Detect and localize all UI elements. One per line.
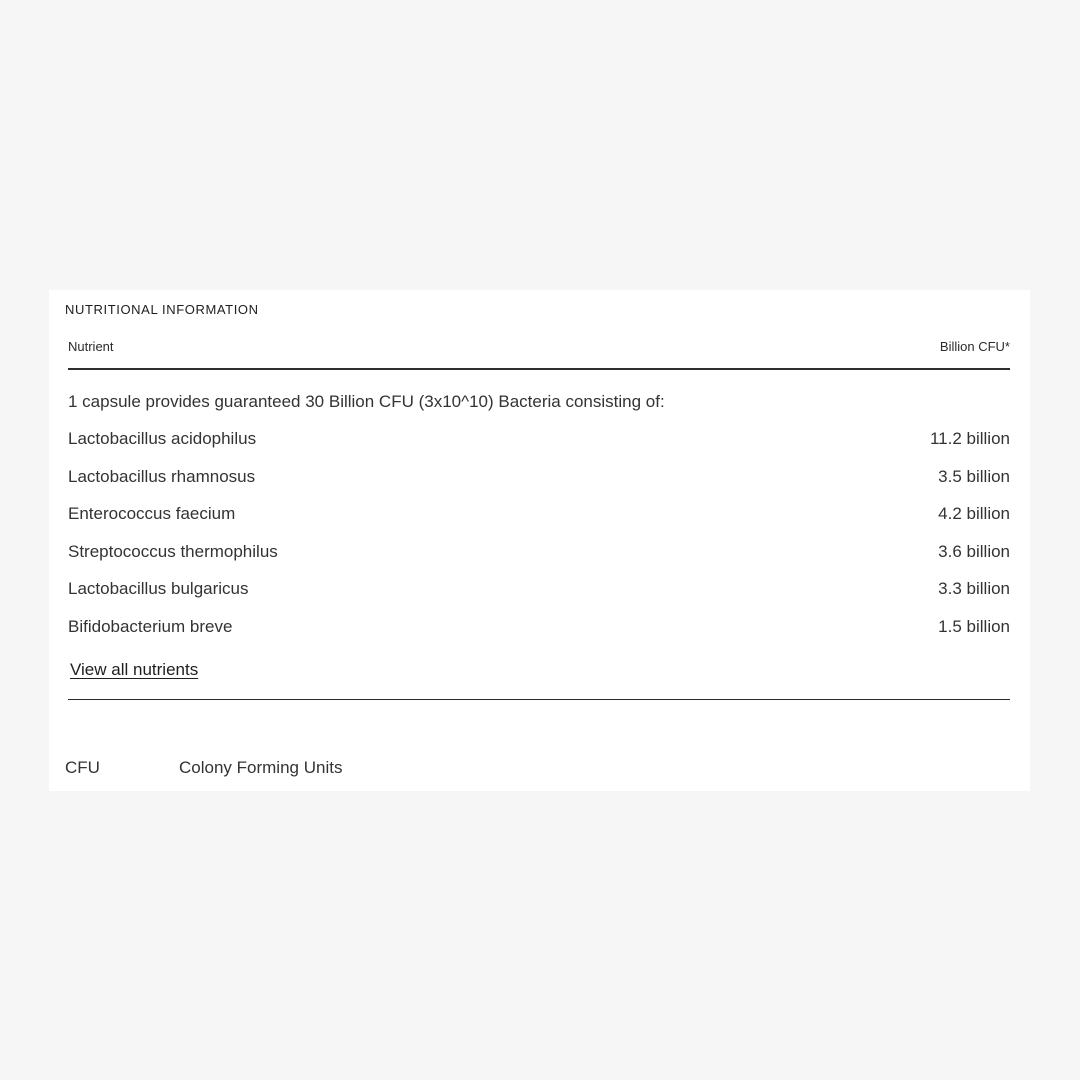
panel-title: NUTRITIONAL INFORMATION [65,302,259,317]
nutrient-value: 4.2 billion [938,504,1010,523]
nutrient-name: Streptococcus thermophilus [68,541,278,561]
nutrient-name: Lactobacillus rhamnosus [68,466,256,486]
legend-definition: Colony Forming Units [179,758,343,777]
nutrient-value: 1.5 billion [938,616,1010,636]
view-all-nutrients-link[interactable]: View all nutrients [70,660,199,679]
header-amount: Billion CFU* [939,339,1010,354]
nutrient-name: Bifidobacterium breve [68,616,233,636]
nutrient-value: 3.5 billion [938,466,1010,486]
nutrient-table [68,340,1010,700]
header-nutrient: Nutrient [68,339,114,354]
table-row [68,502,1010,540]
nutrient-value: 3.6 billion [938,541,1010,561]
view-all-row [68,658,1010,700]
nutrient-value: 11.2 billion [929,429,1010,448]
nutrient-name: Lactobacillus acidophilus [68,429,257,448]
table-row [68,427,1010,465]
legend-term: CFU [65,758,100,777]
nutrient-name: Enterococcus faecium [68,504,236,523]
table-row [68,577,1010,615]
table-intro: 1 capsule provides guaranteed 30 Billion CFU (3x10^10) Bacteria consisting of: [68,392,665,411]
table-row [68,465,1010,503]
table-row [68,540,1010,578]
nutrition-panel [49,290,1030,791]
table-header [68,340,1010,370]
table-row [68,615,1010,653]
nutrient-name: Lactobacillus bulgaricus [68,579,249,598]
cfu-legend [65,756,342,780]
nutrient-rows [68,427,1010,652]
nutrient-value: 3.3 billion [938,579,1010,598]
